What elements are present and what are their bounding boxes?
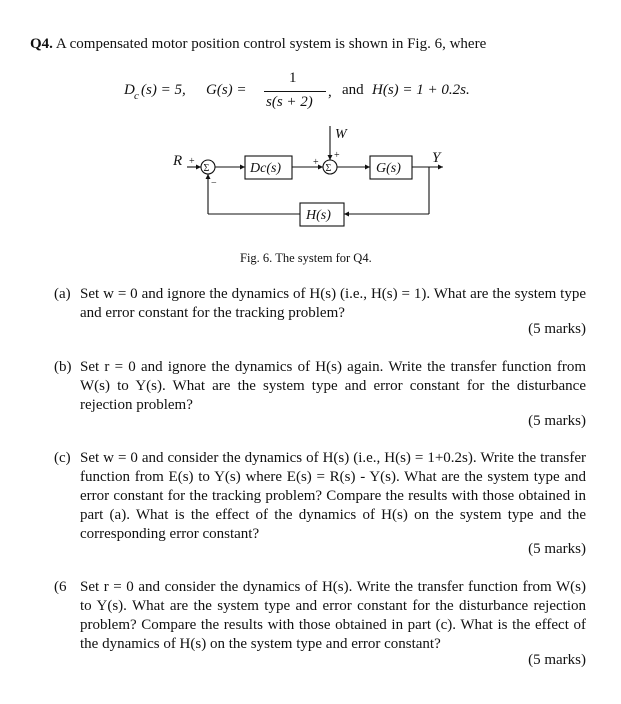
block-diagram	[165, 120, 455, 230]
sigma-icon: Σ	[203, 163, 210, 174]
g-numerator: 1	[289, 70, 297, 86]
feedback-label: H(s)	[306, 208, 331, 223]
part-d	[54, 578, 586, 654]
plus-sign: +	[334, 150, 340, 161]
minus-sign: −	[211, 178, 217, 189]
part-label: (c)	[54, 450, 71, 466]
g-lhs: G(s) =	[206, 82, 247, 98]
marks: (5 marks)	[528, 541, 586, 557]
arrow-icon	[196, 165, 201, 170]
h-definition: H(s) = 1 + 0.2s.	[372, 82, 470, 98]
dc-definition: (s) = 5,	[141, 82, 186, 98]
output-label: Y	[432, 150, 441, 166]
part-label: (b)	[54, 359, 72, 375]
arrow-icon	[328, 155, 333, 160]
dc-symbol: D	[124, 82, 135, 98]
disturbance-label: W	[335, 127, 347, 142]
plus-sign: +	[189, 156, 195, 167]
question-intro: A compensated motor position control system is shown in Fig. 6, where	[55, 36, 487, 52]
plus-sign: +	[313, 157, 319, 168]
transfer-function-definitions	[124, 70, 544, 120]
question-number: Q4.	[30, 36, 53, 52]
controller-label: Dc(s)	[250, 161, 282, 176]
marks: (5 marks)	[528, 413, 586, 429]
figure-caption: Fig. 6. The system for Q4.	[240, 251, 372, 265]
arrow-icon	[318, 165, 323, 170]
part-text: Set r = 0 and ignore the dynamics of H(s) again. Write the transfer function from W(s) to Y(s). What are the system type and error constant for the disturbance rejection problem?	[80, 359, 586, 413]
arrow-icon	[206, 174, 211, 179]
part-text: Set w = 0 and consider the dynamics of H(s) (i.e., H(s) = 1+0.2s). Write the transfer function from E(s) to Y(s) where E(s) = R(s) - Y(s). What are the system type and error constant for the tracking problem? Compare the results with those obtained in part (a). What is the effect of the dynamics of H(s) on the system type and the corresponding error constant?	[80, 450, 586, 542]
question-heading	[30, 36, 486, 53]
arrow-icon	[365, 165, 370, 170]
g-comma: ,	[328, 84, 332, 100]
arrow-icon	[240, 165, 245, 170]
part-a	[54, 285, 586, 323]
part-text: Set r = 0 and consider the dynamics of H(s). Write the transfer function from W(s) to Y(s). What are the system type and error constant for the disturbance rejection problem? Compare the results with those obtained in part (c). What is the effect of the dynamics of H(s) on the system type and error constant?	[80, 579, 586, 652]
plant-label: G(s)	[376, 161, 401, 176]
part-label: (6	[54, 579, 67, 595]
dc-subscript: c	[134, 90, 139, 102]
fraction-bar	[264, 91, 326, 92]
g-denominator: s(s + 2)	[266, 94, 313, 110]
marks: (5 marks)	[528, 652, 586, 668]
part-text: Set w = 0 and ignore the dynamics of H(s) (i.e., H(s) = 1). What are the system type and error constant for the tracking problem?	[80, 286, 586, 321]
part-label: (a)	[54, 286, 71, 302]
arrow-icon	[344, 212, 349, 217]
marks: (5 marks)	[528, 321, 586, 337]
input-label: R	[173, 153, 183, 169]
part-c	[54, 449, 586, 544]
and-text: and	[342, 82, 364, 98]
part-b	[54, 358, 586, 415]
sigma-icon: Σ	[325, 163, 332, 174]
